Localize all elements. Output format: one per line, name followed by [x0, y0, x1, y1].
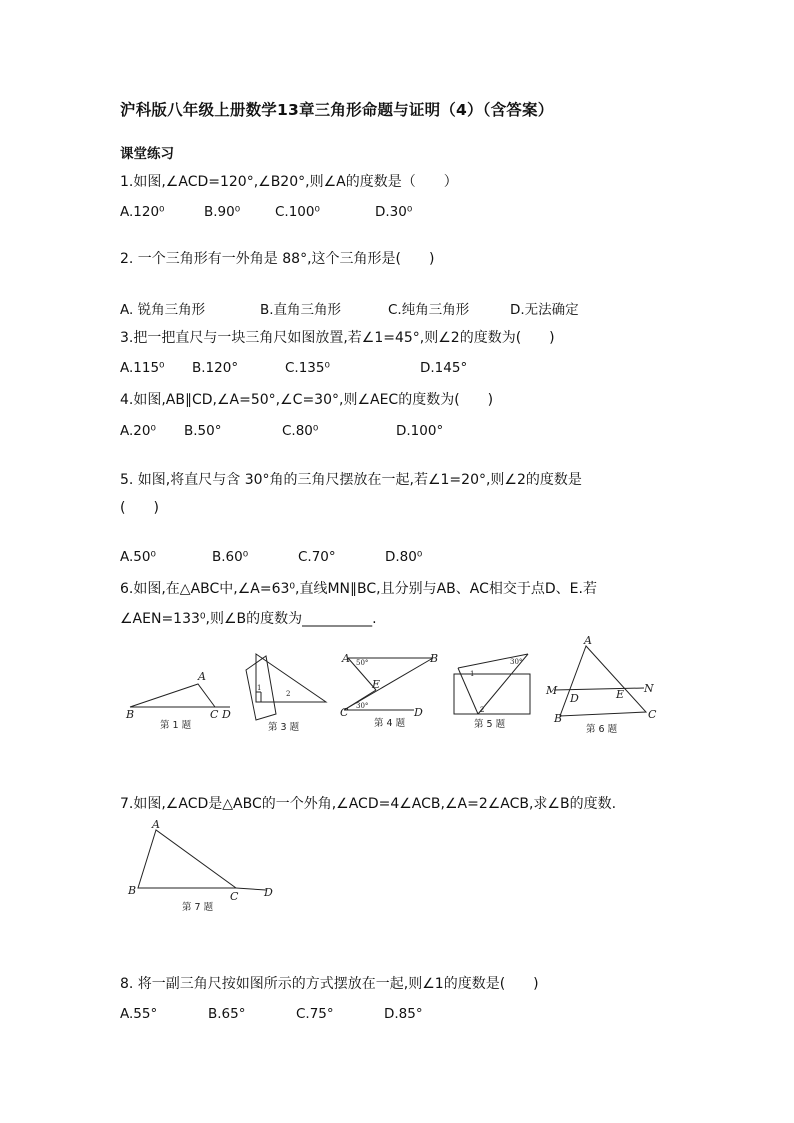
fig7-caption: 第 7 题: [182, 902, 214, 913]
fig6-label-d: D: [570, 692, 579, 705]
fig1-label-b: B: [126, 708, 135, 721]
q3-option-d[interactable]: D.145°: [420, 360, 468, 376]
fig7-label-c: C: [230, 890, 239, 903]
figures-row: [118, 632, 678, 742]
fig4-caption: 第 4 题: [374, 718, 406, 729]
fig1-label-d: D: [222, 708, 231, 721]
fig7-label-a: A: [152, 818, 160, 831]
fig4-label-b: B: [430, 652, 439, 665]
question-7: 7.如图,∠ACD是△ABC的一个外角,∠ACD=4∠ACB,∠A=2∠ACB,求∠B的度数.: [120, 796, 617, 812]
fig7-label-b: B: [128, 884, 137, 897]
fig4-angle-30: 30°: [356, 702, 369, 710]
question-1: 1.如图,∠ACD=120°,∠B20°,则∠A的度数是（ ）: [120, 174, 458, 190]
question-4: 4.如图,AB∥CD,∠A=50°,∠C=30°,则∠AEC的度数为( ): [120, 392, 494, 408]
question-3: 3.把一把直尺与一块三角尺如图放置,若∠1=45°,则∠2的度数为( ): [120, 330, 555, 346]
fig1-label-a: A: [198, 670, 206, 683]
fig4-label-c: C: [340, 706, 349, 719]
fig4-angle-50: 50°: [356, 659, 369, 667]
fig6-label-m: M: [546, 684, 558, 697]
fig3-label-2: 2: [286, 690, 291, 698]
q4-option-c[interactable]: C.80⁰: [282, 423, 319, 439]
q1-option-c[interactable]: C.100⁰: [275, 204, 320, 220]
q2-option-b[interactable]: B.直角三角形: [260, 302, 342, 318]
q4-option-d[interactable]: D.100°: [396, 423, 444, 439]
q3-option-b[interactable]: B.120°: [192, 360, 239, 376]
q4-option-a[interactable]: A.20⁰: [120, 423, 156, 439]
fig5-label-2: 2: [480, 706, 485, 714]
q8-option-a[interactable]: A.55°: [120, 1006, 158, 1022]
question-5-blank: ( ): [120, 500, 159, 516]
fig5-label-1: 1: [470, 670, 475, 678]
q1-option-a[interactable]: A.120⁰: [120, 204, 165, 220]
section-heading: 课堂练习: [120, 146, 174, 162]
q8-option-b[interactable]: B.65°: [208, 1006, 246, 1022]
question-6-line-1: 6.如图,在△ABC中,∠A=63⁰,直线MN∥BC,且分别与AB、AC相交于点D、E.若: [120, 581, 597, 597]
q3-option-c[interactable]: C.135⁰: [285, 360, 330, 376]
page-title: 沪科版八年级上册数学13章三角形命题与证明（4）（含答案）: [120, 101, 554, 119]
q8-option-c[interactable]: C.75°: [296, 1006, 334, 1022]
fig4-label-e: E: [372, 678, 381, 691]
fig6-label-c: C: [648, 708, 657, 721]
figure-7: [124, 816, 284, 916]
fig3-label-1: 1: [257, 684, 262, 692]
q5-option-a[interactable]: A.50⁰: [120, 549, 156, 565]
fig6-label-a: A: [584, 634, 592, 647]
fig6-label-e: E: [616, 688, 625, 701]
question-6-line-2: ∠AEN=133⁰,则∠B的度数为__________.: [120, 611, 377, 627]
q4-option-b[interactable]: B.50°: [184, 423, 222, 439]
q2-option-d[interactable]: D.无法确定: [510, 302, 579, 318]
fig1-caption: 第 1 题: [160, 720, 192, 731]
q1-option-b[interactable]: B.90⁰: [204, 204, 241, 220]
fig6-label-n: N: [644, 682, 654, 695]
fig1-label-c: C: [210, 708, 219, 721]
fig5-angle-30: 30°: [510, 658, 523, 666]
fig4-label-a: A: [342, 652, 350, 665]
q3-option-a[interactable]: A.115⁰: [120, 360, 165, 376]
q1-option-d[interactable]: D.30⁰: [375, 204, 413, 220]
fig7-label-d: D: [264, 886, 273, 899]
q5-option-d[interactable]: D.80⁰: [385, 549, 423, 565]
fig5-caption: 第 5 题: [474, 719, 506, 730]
fig6-caption: 第 6 题: [586, 724, 618, 735]
question-5: 5. 如图,将直尺与含 30°角的三角尺摆放在一起,若∠1=20°,则∠2的度数是: [120, 472, 582, 488]
fig4-label-d: D: [414, 706, 423, 719]
figure-1: [130, 684, 230, 707]
q2-option-a[interactable]: A. 锐角三角形: [120, 302, 206, 318]
q2-option-c[interactable]: C.纯角三角形: [388, 302, 470, 318]
figure-6: [554, 646, 646, 716]
fig3-caption: 第 3 题: [268, 722, 300, 733]
q5-option-c[interactable]: C.70°: [298, 549, 336, 565]
q8-option-d[interactable]: D.85°: [384, 1006, 423, 1022]
q5-option-b[interactable]: B.60⁰: [212, 549, 249, 565]
question-2: 2. 一个三角形有一外角是 88°,这个三角形是( ): [120, 251, 435, 267]
question-8: 8. 将一副三角尺按如图所示的方式摆放在一起,则∠1的度数是( ): [120, 976, 539, 992]
fig6-label-b: B: [554, 712, 563, 725]
